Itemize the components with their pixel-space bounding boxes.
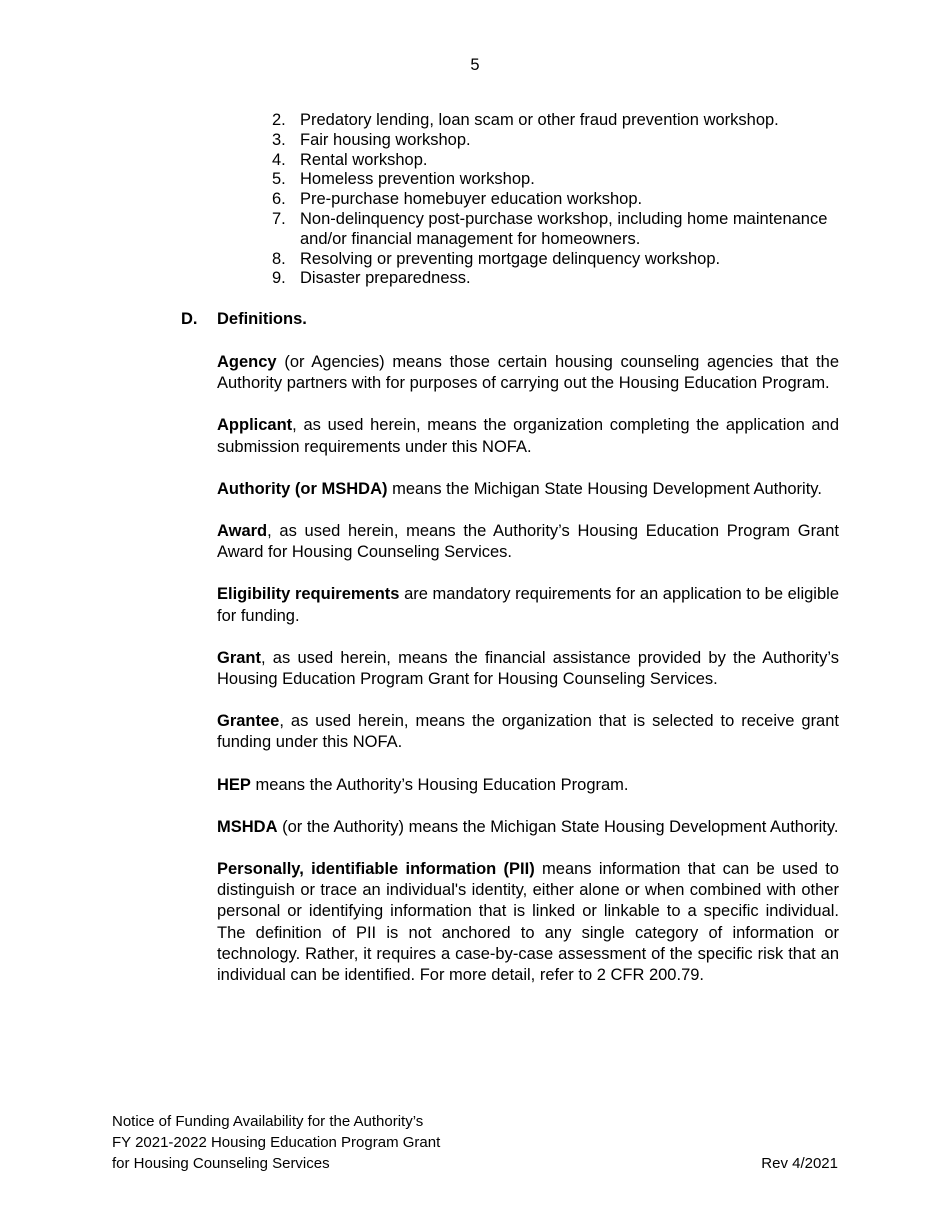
definition-award <box>217 521 839 563</box>
definition-term: Eligibility requirements <box>217 585 400 604</box>
definitions-list <box>217 352 839 1007</box>
list-item <box>272 111 832 131</box>
section-title: Definitions. <box>217 310 307 328</box>
list-item-number: 2. <box>272 111 286 129</box>
definition-hep <box>217 775 839 796</box>
list-item <box>272 210 832 250</box>
list-item <box>272 151 832 171</box>
definition-grantee <box>217 711 839 753</box>
list-item-text: Disaster preparedness. <box>300 269 471 288</box>
list-item <box>272 131 832 151</box>
section-letter: D. <box>181 310 198 328</box>
footer-line: for Housing Counseling Services <box>112 1155 330 1172</box>
definition-text: (or Agencies) means those certain housing counseling agencies that the Authority partners with for purposes of carrying out the Housing Education Program. <box>217 353 839 393</box>
definition-term: Award <box>217 522 268 541</box>
list-item-number: 9. <box>272 269 286 288</box>
list-item-number: 4. <box>272 150 286 169</box>
definition-text: means the Authority’s Housing Education Program. <box>250 775 629 794</box>
page-number: 5 <box>470 56 480 74</box>
list-item-text: Non-delinquency post-purchase workshop, including home maintenance and/or financial management for homeowners. <box>300 209 828 248</box>
definition-text: means information that can be used to distinguish or trace an individual's identity, either alone or when combined with other personal or identifying information that is linked or linkable to a specific individual. The definition of PII is not anchored to any single category of information or technology. Rather, it requires a case-by-case assessment of the specific risk that an individual can be identified. For more detail, refer to 2 CFR 200.79. <box>217 860 839 985</box>
list-item-text: Fair housing workshop. <box>300 130 471 149</box>
definition-term: Authority (or MSHDA) <box>217 479 388 498</box>
definition-term: MSHDA <box>217 817 278 836</box>
definition-authority <box>217 479 839 500</box>
definition-term: HEP <box>217 775 251 794</box>
workshop-list <box>272 111 832 289</box>
footer-line: FY 2021-2022 Housing Education Program Grant <box>112 1134 441 1151</box>
definition-grant <box>217 648 839 690</box>
definition-applicant <box>217 415 839 457</box>
footer-document-title <box>112 1111 440 1174</box>
list-item-text: Predatory lending, loan scam or other fraud prevention workshop. <box>300 111 779 129</box>
list-item-number: 8. <box>272 249 286 268</box>
section-heading <box>181 310 307 329</box>
definition-text: , as used herein, means the financial assistance provided by the Authority’s Housing Education Program Grant for Housing Counseling Services. <box>217 648 839 689</box>
definition-text: , as used herein, means the Authority’s Housing Education Program Grant Award for Housing Counseling Services. <box>217 522 839 562</box>
list-item-number: 3. <box>272 130 286 149</box>
list-item-text: Homeless prevention workshop. <box>300 170 535 189</box>
definition-pii <box>217 859 839 986</box>
definition-term: Agency <box>217 353 277 371</box>
list-item-number: 5. <box>272 170 286 189</box>
definition-term: Grantee <box>217 712 280 731</box>
definition-text: means the Michigan State Housing Development Authority. <box>387 479 822 498</box>
definition-text: , as used herein, means the organization that is selected to receive grant funding under this NOFA. <box>217 712 839 752</box>
definition-text: , as used herein, means the organization completing the application and submission requirements under this NOFA. <box>217 416 839 456</box>
definition-eligibility-requirements <box>217 584 839 626</box>
list-item-text: Rental workshop. <box>300 150 428 169</box>
definition-term: Grant <box>217 648 262 667</box>
definition-term: Applicant <box>217 416 293 435</box>
list-item <box>272 250 832 270</box>
definition-mshda <box>217 817 839 838</box>
list-item <box>272 269 832 289</box>
definition-agency <box>217 352 839 394</box>
footer-revision: Rev 4/2021 <box>761 1155 838 1172</box>
footer-line: Notice of Funding Availability for the Authority’s <box>112 1113 424 1130</box>
definition-text: are mandatory requirements for an application to be eligible for funding. <box>217 585 839 625</box>
list-item-text: Resolving or preventing mortgage delinquency workshop. <box>300 249 721 268</box>
list-item <box>272 190 832 210</box>
list-item <box>272 170 832 190</box>
list-item-number: 6. <box>272 190 286 209</box>
definition-text: (or the Authority) means the Michigan State Housing Development Authority. <box>277 817 839 836</box>
list-item-text: Pre-purchase homebuyer education workshop. <box>300 190 643 209</box>
list-item-number: 7. <box>272 209 286 228</box>
definition-term: Personally, identifiable information (PII) <box>217 860 535 879</box>
